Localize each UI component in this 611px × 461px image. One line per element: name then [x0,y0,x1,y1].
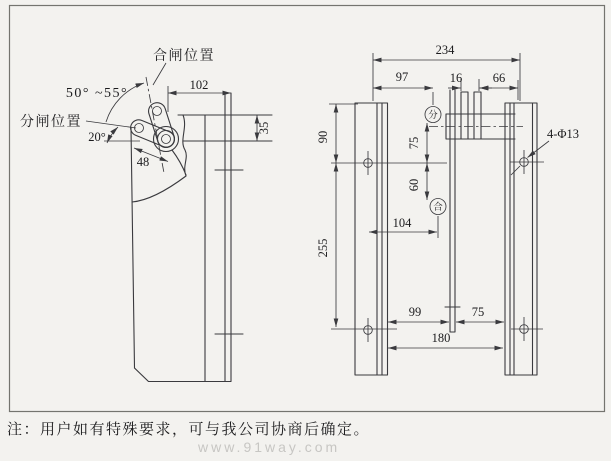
open-angle-value: 20° [88,130,106,144]
dim-text-104: 104 [392,216,412,230]
dim-text-75-upper: 75 [407,136,421,150]
hole-spec-leader-tail [511,166,520,175]
dim-text-97: 97 [395,70,409,84]
dim-text-16: 16 [449,71,463,85]
dim-text-66: 66 [492,71,506,85]
dim-text-180: 180 [431,331,451,345]
extension-lines [329,53,520,329]
hole-spec-text: 4-Φ13 [547,127,580,141]
dim-text-102: 102 [189,78,209,92]
dim-text-35: 35 [257,121,271,135]
dim-text-75-lower: 75 [471,305,485,319]
position-symbols [425,107,446,215]
close-position-label: 合闸位置 [153,49,215,64]
upper-lever-arm [146,101,176,150]
dim-text-48: 48 [136,155,150,169]
close-symbol-text: 合 [433,203,443,213]
watermark: www.91way.com [198,439,341,455]
dim-text-234: 234 [435,43,455,57]
dim-text-255: 255 [316,238,330,258]
pivot-mid-circle [158,131,175,148]
left-view [20,47,272,382]
dim-text-60: 60 [407,178,421,192]
drawing-note: 注：用户如有特殊要求，可与我公司协商后确定。 [7,422,371,438]
lever-plate [128,101,178,152]
mounting-holes [364,150,544,342]
upper-lever-hole [153,107,162,116]
open-symbol-text: 分 [428,111,438,121]
hole-spec-leader [528,141,550,158]
pivot-hole [162,135,171,144]
angle-range-label: 50° ~55° [65,86,129,101]
dim-text-90: 90 [316,130,330,144]
right-view [316,43,579,375]
hole-crosshairs [368,150,544,342]
open-position-label: 分闸位置 [20,115,82,130]
drawing-frame [10,6,605,412]
left-view-body-lines [131,93,272,382]
dim-text-99: 99 [408,305,422,319]
